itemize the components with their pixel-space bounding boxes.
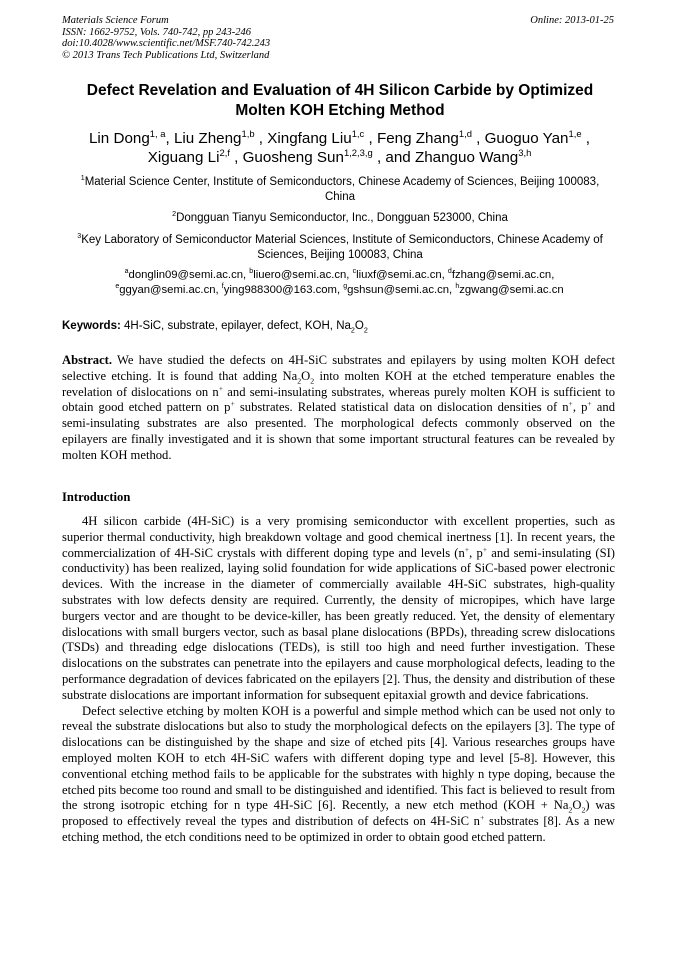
issn-line: ISSN: 1662-9752, Vols. 740-742, pp 243-246 [62,26,251,38]
intro-text: ) was proposed to effectively reveal the types and distribution of defects on 4H-SiC n [62,798,615,829]
abstract-text: and semi-insulating substrates are also presented. The morphological defects commonly observed on the epilayers are finally investigated and it is shown that some important structural features can be revealed by molten KOH method. [62,400,615,462]
affiliation-text: Key Laboratory of Semiconductor Material Sciences, Institute of Semiconductors, Chinese Academy of Sciences, Beijing 100083, China [81,234,603,261]
email-separator: , [336,284,344,296]
email-address[interactable]: fzhang@semi.ac.cn, [451,269,555,281]
affiliation-number: 3 [77,232,82,241]
author-affil-sup: 1,b [241,127,255,139]
journal-name: Materials Science Forum [62,15,169,26]
intro-text: O [572,798,582,813]
abstract-paragraph [62,353,615,464]
author-affil-sup: 1,c [351,127,365,139]
affiliation-number: 1 [80,174,85,183]
copyright-line: © 2013 Trans Tech Publications Ltd, Switzerland [62,49,270,61]
intro-text: 4H silicon carbide (4H-SiC) is a very promising semiconductor with excellent properties, such as superior thermal conductivity, high breakdown voltage and good chemical inertness [1]. In recent years, the commercialization of 4H-SiC crystals with different doping type and levels (n [62,514,615,560]
abstract-superscript: + [587,399,592,409]
abstract-subscript: 2 [310,376,315,386]
keywords-oxygen: O [354,320,364,332]
email-separator: , [449,284,456,296]
email-address[interactable]: zgwang@semi.ac.cn [459,284,564,296]
doi-line: doi:10.4028/www.scientific.net/MSF.740-742.243 [62,38,271,49]
keywords-label: Keywords: [62,320,121,332]
email-letter: h [455,283,460,291]
keywords-text: 4H-SiC, substrate, epilayer, defect, KOH, Na [124,320,351,332]
abstract-superscript: + [218,383,224,393]
author-name: Xiguang Li [147,149,220,166]
paper-title: Defect Revelation and Evaluation of 4H Silicon Carbide by Optimized Molten KOH Etching Method [86,82,594,119]
email-separator: , [215,284,222,296]
section-heading-introduction: Introduction [62,490,131,504]
intro-text: , p [469,545,483,560]
intro-text: Defect selective etching by molten KOH is a powerful and simple method which can be used not only to reveal the substrate dislocations but also to study the morphological defects on the epilayers [3]. The type of dislocations can be distinguished by the shape and size of etched pits [4]. Various researches groups have employed molten KOH to etch 4H-SiC wafers with different doping type and level [5-8]. However, this conventional etching method fails to be applicable for the substrates with highly n type doping, because the etched pits become too round and small to be distinguished and identified. This fact is believed to result from the strong isotropic etching for n type 4H-SiC [6]. Recently, a new etch method (KOH + Na [62,703,615,813]
keywords-subscript: 2 [363,326,368,335]
email-address[interactable]: donglin09@semi.ac.cn [128,269,244,281]
email-separator: , [243,269,250,281]
author-affil-sup: 1,d [458,127,472,139]
author-separator: , and [372,149,415,166]
abstract-superscript: + [568,399,573,409]
email-letter: f [221,283,224,291]
email-address[interactable]: liuero@semi.ac.cn [253,269,347,281]
email-list [62,268,617,298]
author-affil-sup: 3,h [518,146,532,158]
affiliation-number: 2 [172,210,177,219]
affiliation-2 [70,211,610,226]
author-affil-sup: 2,f [219,146,230,158]
abstract-subscript: 2 [297,376,302,386]
email-letter: e [115,283,120,291]
author-separator: , [254,130,268,147]
email-letter: c [352,268,357,276]
keywords-line [62,319,368,334]
intro-subscript: 2 [568,805,573,815]
intro-superscript: + [464,544,470,554]
author-separator: , [581,130,591,147]
intro-superscript: + [479,812,485,822]
intro-text: substrates [8]. As a new etching method, the etch conditions need to be optimized in order to obtain good etched pattern. [62,814,615,844]
intro-superscript: + [482,544,488,554]
author-list [62,129,617,167]
abstract [62,353,615,464]
abstract-label: Abstract. [62,353,113,367]
abstract-text: O [301,368,311,383]
author-name: Zhanguo Wang [414,149,519,166]
email-letter: b [249,268,254,276]
abstract-text: We have studied the defects on 4H-SiC substrates and epilayers by using molten KOH defect selective etching. It is found that adding Na [62,353,616,383]
affiliation-1 [70,175,610,204]
author-affil-sup: 1, a [149,127,166,139]
keywords-subscript: 2 [350,326,355,335]
online-date: Online: 2013-01-25 [530,15,614,26]
abstract-text: substrates. Related statistical data on dislocation densities of n [234,400,569,415]
author-name: Guoguo Yan [484,130,569,147]
intro-paragraph-2 [62,704,615,846]
intro-text: and semi-insulating (SI) conductivity) has been realized, laying solid foundation for wide applications of SiC-based power electronic devices. With the increase in the diameter of commercially available 4H-SiC substrates, high-quality substrates with low defects density are required. Currently, the density of micropipes, which have large burgers vector and are thought to be device-killer, has been greatly reduced. Yet, the density of elementary dislocations with small burgers vector, such as basal plane dislocations (BPDs), threading screw dislocations (TSDs) and threading edge dislocations (TEDs), is still too high and need further investigation. These dislocations on the substrates can penetrate into the epilayers and cause morphological defects, leading to the performance degradation of devices fabricated on the epilayers [2]. Thus, the density and distribution of these substrate dislocations are important information for subsequent epitaxial growth and device fabrications. [62,545,616,702]
abstract-superscript: + [230,399,235,409]
author-name: Lin Dong [88,130,150,147]
email-separator: , [441,269,448,281]
author-name: Feng Zhang [376,130,459,147]
author-separator: , [229,149,243,166]
email-address[interactable]: ying988300@163.com [223,284,337,296]
email-address[interactable]: gshsun@semi.ac.cn [347,284,450,296]
email-letter: a [124,268,129,276]
email-letter: g [343,283,348,291]
email-letter: d [447,268,452,276]
journal-header [62,15,270,61]
author-separator: , [471,130,485,147]
author-affil-sup: 1,e [568,127,582,139]
affiliation-3 [70,233,610,262]
email-address[interactable]: liuxf@semi.ac.cn [356,269,442,281]
author-separator: , [364,130,377,147]
author-separator: , [165,130,174,147]
author-name: Xingfang Liu [267,130,352,147]
introduction-body [62,514,615,846]
intro-subscript: 2 [581,805,586,815]
affiliation-text: Material Science Center, Institute of Semiconductors, Chinese Academy of Sciences, Beijing 100083, China [84,176,600,203]
abstract-text: , p [572,400,588,415]
abstract-text: into molten KOH at the etched temperature enables the revelation of dislocations on n [62,368,615,399]
email-address[interactable]: ggyan@semi.ac.cn [119,284,216,296]
abstract-text: and semi-insulating substrates, whereas purely molten KOH is sufficient to obtain good etched pattern on p [62,384,615,415]
author-name: Liu Zheng [173,130,242,147]
intro-paragraph-1 [62,514,615,704]
author-affil-sup: 1,2,3,g [343,146,373,158]
email-separator: , [346,269,353,281]
affiliation-text: Dongguan Tianyu Semiconductor, Inc., Dongguan 523000, China [176,212,508,224]
author-name: Guosheng Sun [242,149,344,166]
